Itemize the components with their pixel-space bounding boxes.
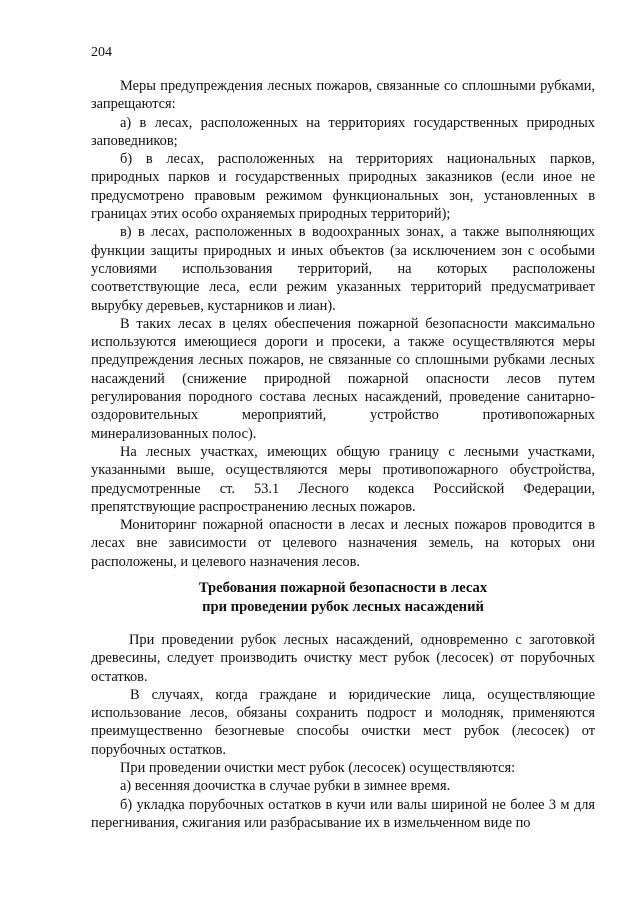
paragraph: Мониторинг пожарной опасности в лесах и лесных пожаров проводится в лесах вне зависимости от целевого назначения земель, на которых они расположены, и целевого назначения лесов. (91, 517, 595, 570)
body-section-fire-prevention (91, 77, 595, 571)
section-heading-line: при проведении рубок лесных насаждений (202, 599, 484, 615)
list-item: в) в лесах, расположенных в водоохранных зонах, а также выполняющих функции защиты природных и иных объектов (за исключением зон с особыми условиями использования территорий, на которых расположены соответствующие леса, если режим указанных территорий предусматривает вырубку деревьев, кустарников и лиан). (91, 224, 595, 314)
list-item: а) в лесах, расположенных на территориях государственных природных заповедников; (91, 114, 595, 149)
section-heading-line: Требования пожарной безопасности в лесах (198, 580, 488, 596)
paragraph: Меры предупреждения лесных пожаров, связанные со сплошными рубками, запрещаются: (91, 78, 595, 113)
paragraph: На лесных участках, имеющих общую границу с лесными участками, указанными выше, осуществляются меры противопожарного обустройства, предусмотренные ст. 53.1 Лесного кодекса Российской Федерации, препятствующие распространению лесных пожаров. (91, 443, 595, 515)
paragraph: В случаях, когда граждане и юридические лица, осуществляющие использование лесов, обязаны сохранить подрост и молодняк, применяются преимущественно безогневые способы очистки мест рубок (лесосек) от порубочных остатков. (91, 686, 595, 758)
paragraph: При проведении рубок лесных насаждений, одновременно с заготовкой древесины, следует производить очистку мест рубок (лесосек) от порубочных остатков. (91, 632, 595, 685)
list-item: б) в лесах, расположенных на территориях национальных парков, природных парков и государственных природных заказников (если иное не предусмотрено правовым режимом функциональных зон, установленных в границах этих особо охраняемых природных территорий); (91, 151, 595, 223)
list-item: а) весенняя доочистка в случае рубки в зимнее время. (120, 778, 451, 795)
section-heading (91, 579, 595, 617)
body-section-logging (91, 631, 595, 832)
paragraph: При проведении очистки мест рубок (лесосек) осуществляются: (120, 760, 516, 777)
list-item: б) укладка порубочных остатков в кучи или валы шириной не более 3 м для перегнивания, сжигания или разбрасывание их в измельченном виде по (91, 796, 595, 831)
page-number: 204 (91, 45, 112, 60)
paragraph: В таких лесах в целях обеспечения пожарной безопасности максимально используются имеющиеся дороги и просеки, а также осуществляются меры предупреждения лесных пожаров, не связанные со сплошными рубками лесных насаждений (снижение природной пожарной опасности лесов путем регулирования породного состава лесных насаждений, проведение санитарно-оздоровительных мероприятий, устройство противопожарных минерализованных полос). (91, 315, 595, 442)
